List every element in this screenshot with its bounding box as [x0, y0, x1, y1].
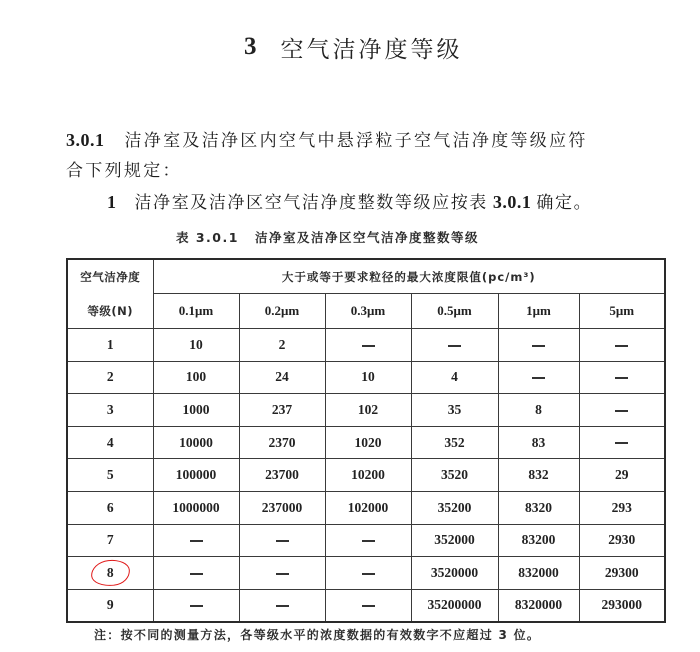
concentration-cell: 10000 [153, 426, 239, 459]
cleanliness-grade-table [66, 258, 666, 623]
dash-icon [362, 573, 375, 575]
table-row [67, 589, 665, 622]
dash-icon [362, 605, 375, 607]
table-row [67, 524, 665, 557]
grade-number: 2 [106, 369, 114, 385]
dash-icon [190, 540, 203, 542]
concentration-cell: 24 [239, 361, 325, 394]
concentration-cell: 1020 [325, 426, 411, 459]
concentration-cell: 2930 [579, 524, 665, 557]
concentration-cell: 35200 [411, 491, 498, 524]
empty-value-cell [579, 329, 665, 362]
concentration-cell: 2370 [239, 426, 325, 459]
table-row [67, 329, 665, 362]
clause-item-1 [107, 188, 700, 213]
dash-icon [276, 573, 289, 575]
dash-icon [362, 540, 375, 542]
table-caption-number: 表 3.0.1 [176, 230, 239, 245]
concentration-cell: 100 [153, 361, 239, 394]
concentration-cell: 102 [325, 394, 411, 427]
empty-value-cell [498, 361, 579, 394]
grade-header-line-1: 空气洁净度 [80, 270, 141, 284]
empty-value-cell [325, 557, 411, 590]
clause-line-1 [66, 126, 666, 151]
grade-cell [67, 557, 153, 590]
grade-number: 7 [106, 532, 114, 548]
grade-number: 3 [106, 401, 114, 417]
concentration-cell: 2 [239, 329, 325, 362]
item-text-after: 确定。 [536, 193, 593, 213]
concentration-cell: 100000 [153, 459, 239, 492]
concentration-cell: 8320000 [498, 589, 579, 622]
table-row [67, 394, 665, 427]
empty-value-cell [579, 361, 665, 394]
particle-size-header: 1μm [498, 294, 579, 329]
concentration-cell: 832 [498, 459, 579, 492]
empty-value-cell [239, 589, 325, 622]
concentration-cell: 352 [411, 426, 498, 459]
concentration-cell: 35 [411, 394, 498, 427]
concentration-cell: 3520 [411, 459, 498, 492]
table-reference: 3.0.1 [487, 192, 537, 212]
dash-icon [615, 345, 628, 347]
empty-value-cell [325, 589, 411, 622]
concentration-cell: 1000 [153, 394, 239, 427]
grade-cell [67, 491, 153, 524]
empty-value-cell [153, 557, 239, 590]
grade-column-header [67, 259, 153, 329]
clause-text-1: 洁净室及洁净区内空气中悬浮粒子空气洁净度等级应符 [124, 131, 588, 151]
concentration-cell: 352000 [411, 524, 498, 557]
concentration-cell: 83 [498, 426, 579, 459]
dash-icon [362, 345, 375, 347]
concentration-cell: 35200000 [411, 589, 498, 622]
dash-icon [276, 605, 289, 607]
concentration-cell: 10 [325, 361, 411, 394]
dash-icon [615, 410, 628, 412]
grade-number: 6 [106, 499, 114, 515]
table-caption-text: 洁净室及洁净区空气洁净度整数等级 [254, 230, 479, 245]
concentration-cell: 237 [239, 394, 325, 427]
empty-value-cell [579, 394, 665, 427]
empty-value-cell [153, 524, 239, 557]
item-text-before: 洁净室及洁净区空气洁净度整数等级应按表 [134, 193, 488, 213]
particle-size-header: 0.2μm [239, 294, 325, 329]
particle-size-header: 0.3μm [325, 294, 411, 329]
table-row [67, 459, 665, 492]
section-title-text: 空气洁净度等级 [280, 36, 463, 63]
empty-value-cell [325, 329, 411, 362]
grade-cell [67, 524, 153, 557]
concentration-cell: 10200 [325, 459, 411, 492]
grade-cell [67, 589, 153, 622]
grade-number: 1 [106, 336, 114, 352]
item-number: 1 [107, 192, 117, 212]
dash-icon [532, 345, 545, 347]
empty-value-cell [239, 524, 325, 557]
dash-icon [532, 377, 545, 379]
dash-icon [190, 573, 203, 575]
grade-header-line-2: 等级(N) [87, 304, 134, 318]
section-title [244, 30, 463, 64]
grade-number: 9 [106, 597, 114, 613]
dash-icon [615, 442, 628, 444]
empty-value-cell [579, 426, 665, 459]
clause-line-2 [66, 156, 666, 181]
concentration-cell: 8320 [498, 491, 579, 524]
grade-cell [67, 329, 153, 362]
dash-icon [190, 605, 203, 607]
concentration-cell: 3520000 [411, 557, 498, 590]
empty-value-cell [411, 329, 498, 362]
table-footnote: 注：按不同的测量方法，各等级水平的浓度数据的有效数字不应超过 3 位。 [94, 628, 541, 642]
table-row [67, 426, 665, 459]
concentration-cell: 83200 [498, 524, 579, 557]
grade-cell [67, 459, 153, 492]
concentration-cell: 10 [153, 329, 239, 362]
concentration-cell: 237000 [239, 491, 325, 524]
concentration-cell: 4 [411, 361, 498, 394]
empty-value-cell [153, 589, 239, 622]
circled-grade-number: 8 [97, 565, 124, 581]
dash-icon [448, 345, 461, 347]
concentration-limit-header: 大于或等于要求粒径的最大浓度限值(pc/m³) [153, 259, 665, 294]
concentration-cell: 29300 [579, 557, 665, 590]
concentration-cell: 102000 [325, 491, 411, 524]
table-row [67, 491, 665, 524]
grade-number: 4 [106, 434, 114, 450]
section-number: 3 [244, 33, 259, 60]
dash-icon [276, 540, 289, 542]
particle-size-header: 0.1μm [153, 294, 239, 329]
concentration-cell: 29 [579, 459, 665, 492]
grade-number: 5 [106, 467, 114, 483]
grade-cell [67, 394, 153, 427]
empty-value-cell [325, 524, 411, 557]
clause-number: 3.0.1 [66, 130, 105, 150]
concentration-cell: 8 [498, 394, 579, 427]
grade-cell [67, 426, 153, 459]
table-caption [176, 228, 479, 246]
concentration-cell: 293000 [579, 589, 665, 622]
concentration-cell: 832000 [498, 557, 579, 590]
grade-cell [67, 361, 153, 394]
table-row [67, 557, 665, 590]
concentration-cell: 293 [579, 491, 665, 524]
empty-value-cell [239, 557, 325, 590]
particle-size-header: 0.5μm [411, 294, 498, 329]
empty-value-cell [498, 329, 579, 362]
clause-text-2: 合下列规定： [66, 161, 182, 181]
particle-size-header: 5μm [579, 294, 665, 329]
concentration-cell: 1000000 [153, 491, 239, 524]
table-row [67, 361, 665, 394]
dash-icon [615, 377, 628, 379]
concentration-cell: 23700 [239, 459, 325, 492]
